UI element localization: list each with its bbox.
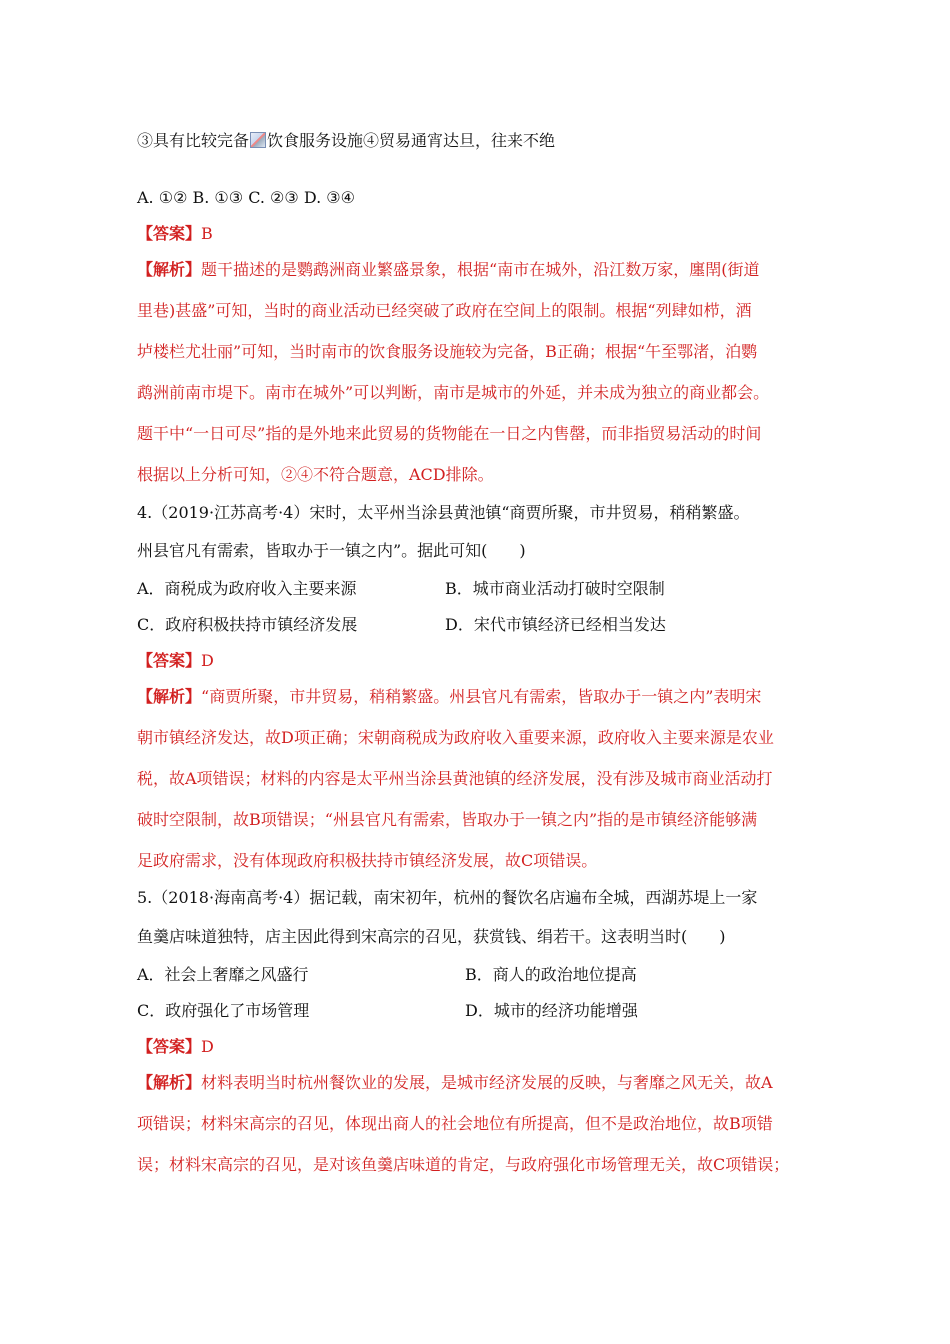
q4-analysis-line-1: 朝市镇经济发达，故D项正确；宋朝商税成为政府收入重要来源，政府收入主要来源是农业 bbox=[137, 728, 774, 747]
q5-analysis-line-2: 误；材料宋高宗的召见，是对该鱼羹店味道的肯定，与政府强化市场管理无关，故C项错误； bbox=[137, 1155, 790, 1174]
q4-option-d: D．宋代市镇经济已经相当发达 bbox=[445, 615, 666, 634]
q3-analysis-line-4: 题干中“一日可尽”指的是外地来此贸易的货物能在一日之内售罄，而非指贸易活动的时间 bbox=[137, 424, 762, 443]
answer-label: 【答案】 bbox=[137, 224, 202, 243]
q3-analysis-line-0 bbox=[137, 259, 759, 281]
answer-value: B bbox=[201, 224, 213, 243]
answer-value: D bbox=[201, 651, 214, 670]
q3-option-text-2: 饮食服务设施④贸易通宵达旦，往来不绝 bbox=[267, 131, 556, 150]
analysis-label: 【解析】 bbox=[137, 687, 202, 706]
analysis-text: “商贾所聚，市井贸易，稍稍繁盛。州县官凡有需索，皆取办于一镇之内”表明宋 bbox=[201, 687, 762, 706]
q4-analysis-line-4: 足政府需求，没有体现政府积极扶持市镇经济发展，故C项错误。 bbox=[137, 851, 598, 870]
q5-analysis-line-0 bbox=[137, 1072, 773, 1094]
q3-analysis-line-5: 根据以上分析可知，②④不符合题意，ACD排除。 bbox=[137, 465, 494, 484]
q5-option-a: A．社会上奢靡之风盛行 bbox=[137, 965, 309, 984]
analysis-text: 材料表明当时杭州餐饮业的发展，是城市经济发展的反映，与奢靡之风无关，故A bbox=[201, 1073, 773, 1092]
broken-image-icon bbox=[250, 132, 266, 148]
q4-option-b: B．城市商业活动打破时空限制 bbox=[445, 579, 665, 598]
q4-options-row-1 bbox=[137, 578, 357, 600]
answer-value: D bbox=[201, 1037, 214, 1056]
q4-option-c: C．政府积极扶持市镇经济发展 bbox=[137, 615, 358, 634]
q4-answer bbox=[137, 650, 214, 672]
q5-stem-line-1: 鱼羹店味道独特，店主因此得到宋高宗的召见，获赏钱、绢若干。这表明当时( ) bbox=[137, 927, 726, 946]
q4-options-row-2 bbox=[137, 614, 357, 636]
q5-options-row-1 bbox=[137, 964, 309, 986]
q3-analysis-line-3: 鹉洲前南市堤下。南市在城外”可以判断，南市是城市的外延，并未成为独立的商业都会。 bbox=[137, 383, 770, 402]
q5-analysis-line-1: 项错误；材料宋高宗的召见，体现出商人的社会地位有所提高，但不是政治地位，故B项错 bbox=[137, 1114, 773, 1133]
q3-answer bbox=[137, 223, 213, 245]
q5-option-b: B．商人的政治地位提高 bbox=[465, 965, 637, 984]
q4-stem-line-0: 4.（2019·江苏高考·4）宋时，太平州当涂县黄池镇“商贾所聚，市井贸易，稍稍繁盛。 bbox=[137, 503, 750, 522]
q4-stem-line-1: 州县官凡有需索，皆取办于一镇之内”。据此可知( ) bbox=[137, 541, 526, 560]
q3-option-text-1: ③具有比较完备 bbox=[137, 131, 250, 150]
analysis-text: 题干描述的是鹦鹉洲商业繁盛景象，根据“南市在城外，沿江数万家，廛閈(街道 bbox=[201, 260, 760, 279]
q5-option-d: D．城市的经济功能增强 bbox=[465, 1001, 638, 1020]
q5-option-c: C．政府强化了市场管理 bbox=[137, 1001, 310, 1020]
q3-analysis-line-1: 里巷)甚盛”可知，当时的商业活动已经突破了政府在空间上的限制。根据“列肆如栉，酒 bbox=[137, 301, 752, 320]
q3-analysis-line-2: 垆楼栏尤壮丽”可知，当时南市的饮食服务设施较为完备，B正确；根据“午至鄂渚，泊鹦 bbox=[137, 342, 758, 361]
q5-options-row-2 bbox=[137, 1000, 309, 1022]
answer-label: 【答案】 bbox=[137, 1037, 202, 1056]
q5-stem-line-0: 5.（2018·海南高考·4）据记载，南宋初年，杭州的餐饮名店遍布全城，西湖苏堤上一家 bbox=[137, 888, 758, 907]
q3-option-line bbox=[137, 130, 555, 152]
answer-label: 【答案】 bbox=[137, 651, 202, 670]
q4-analysis-line-3: 破时空限制，故B项错误；“州县官凡有需索，皆取办于一镇之内”指的是市镇经济能够满 bbox=[137, 810, 758, 829]
analysis-label: 【解析】 bbox=[137, 260, 202, 279]
q4-option-a: A．商税成为政府收入主要来源 bbox=[137, 579, 357, 598]
q4-analysis-line-0 bbox=[137, 686, 761, 708]
q5-answer bbox=[137, 1036, 214, 1058]
analysis-label: 【解析】 bbox=[137, 1073, 202, 1092]
q3-choices: A. ①② B. ①③ C. ②③ D. ③④ bbox=[137, 188, 355, 207]
q4-analysis-line-2: 税，故A项错误；材料的内容是太平州当涂县黄池镇的经济发展，没有涉及城市商业活动打 bbox=[137, 769, 773, 788]
